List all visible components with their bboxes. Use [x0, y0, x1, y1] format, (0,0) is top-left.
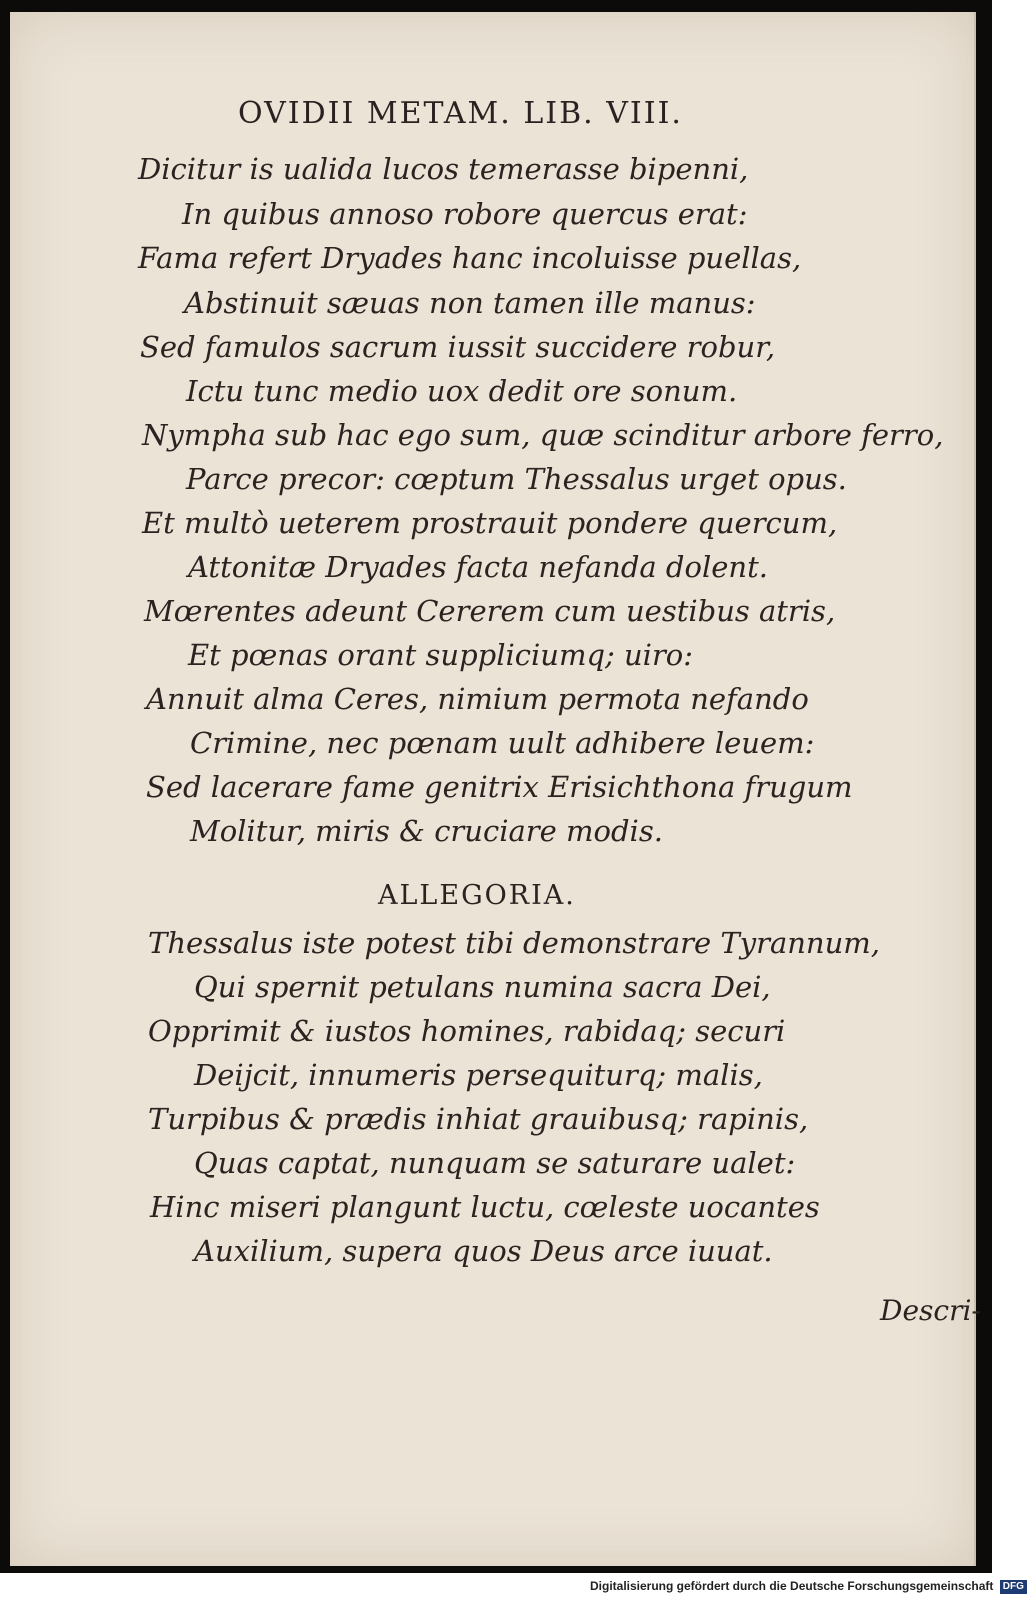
verse-line: Et multò ueterem prostrauit pondere quercum,: [142, 506, 838, 540]
verse-line: Sed lacerare fame genitrix Erisichthona frugum: [146, 770, 853, 804]
book-page: [10, 12, 981, 1566]
verse-line: Hinc miseri plangunt luctu, cœleste uocantes: [150, 1190, 820, 1224]
verse-line: Parce precor: cœptum Thessalus urget opus.: [186, 462, 847, 496]
catchword: Descri-: [880, 1294, 981, 1327]
digitization-credit: [590, 1579, 1027, 1594]
credit-text: Digitalisierung gefördert durch die Deutsche Forschungsgemeinschaft: [590, 1579, 994, 1593]
verse-line: Fama refert Dryades hanc incoluisse puellas,: [138, 241, 802, 275]
verse-line: Auxilium, supera quos Deus arce iuuat.: [194, 1234, 773, 1268]
dfg-logo: DFG: [1000, 1580, 1027, 1594]
verse-line: Molitur, miris & cruciare modis.: [190, 814, 663, 848]
verse-line: Abstinuit sæuas non tamen ille manus:: [184, 286, 756, 320]
verse-line: Mœrentes adeunt Cererem cum uestibus atris,: [144, 594, 836, 628]
verse-line: Et pœnas orant suppliciumq; uiro:: [188, 638, 694, 672]
verse-line: Thessalus iste potest tibi demonstrare Tyrannum,: [148, 926, 880, 960]
verse-line: Crimine, nec pœnam uult adhibere leuem:: [190, 726, 815, 760]
verse-line: Turpibus & prædis inhiat grauibusq; rapinis,: [148, 1102, 809, 1136]
verse-line: Sed famulos sacrum iussit succidere robur,: [140, 330, 776, 364]
verse-line: Qui spernit petulans numina sacra Dei,: [194, 970, 771, 1004]
running-header: OVIDII METAM. LIB. VIII.: [238, 96, 683, 131]
verse-line: Annuit alma Ceres, nimium permota nefando: [146, 682, 809, 716]
verse-line: Ictu tunc medio uox dedit ore sonum.: [186, 374, 738, 408]
verse-line: Dicitur is ualida lucos temerasse bipenni,: [138, 152, 749, 186]
allegoria-heading: ALLEGORIA.: [378, 880, 576, 911]
verse-line: Deijcit, innumeris persequiturq; malis,: [194, 1058, 763, 1092]
verse-line: Opprimit & iustos homines, rabidaq; securi: [148, 1014, 786, 1048]
verse-line: Quas captat, nunquam se saturare ualet:: [194, 1146, 796, 1180]
verse-line: Nympha sub hac ego sum, quæ scinditur arbore ferro,: [142, 418, 944, 452]
verse-line: In quibus annoso robore quercus erat:: [182, 197, 748, 231]
verse-line: Attonitæ Dryades facta nefanda dolent.: [188, 550, 768, 584]
